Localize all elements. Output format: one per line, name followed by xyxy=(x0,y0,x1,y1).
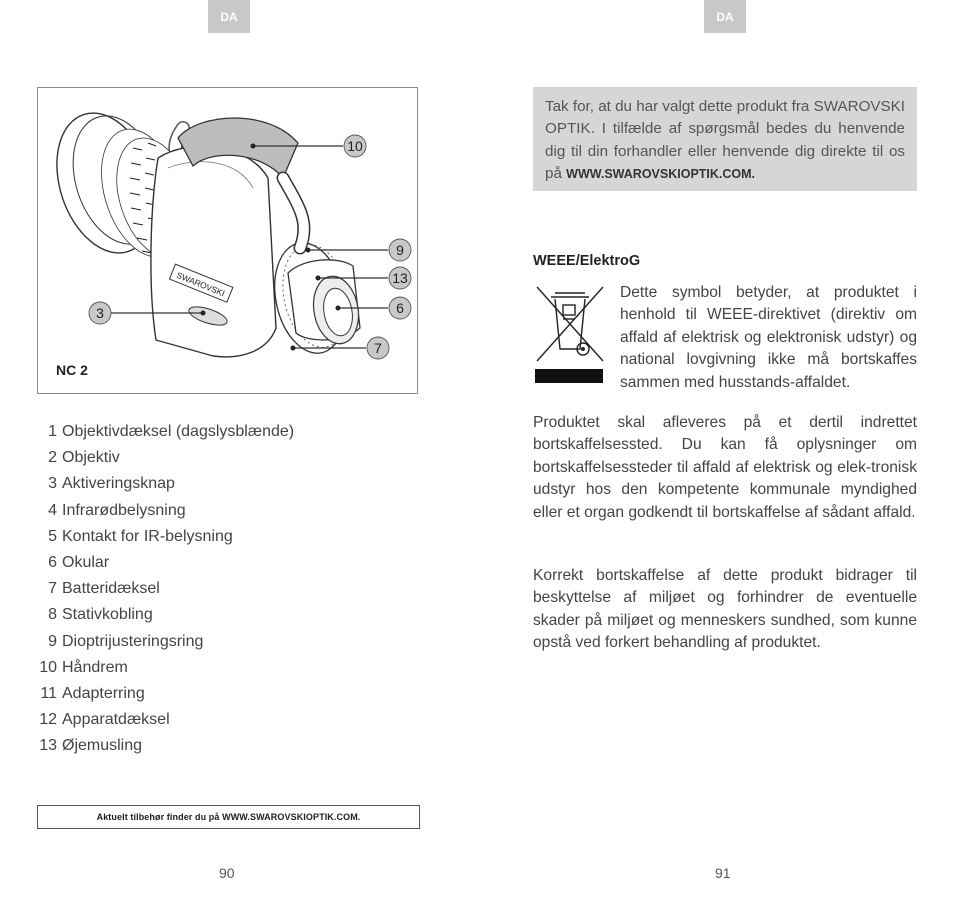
device-illustration-figure xyxy=(37,87,418,394)
weee-paragraph-1: Produktet skal afleveres på et dertil indrettet bortskaffelsessted. Du kan få oplysninger om bortskaffelsessteder til affald af elektrisk og elek-tronisk udstyr hos den kompetente kommunale myndighed eller et organ godkendt til bortskaffelse af sådant affald. xyxy=(533,414,917,521)
page-number-left: 90 xyxy=(219,865,235,881)
accessory-note-box: Aktuelt tilbehør finder du på WWW.SWAROVSKIOPTIK.COM. xyxy=(37,805,420,829)
callout-6: 6 xyxy=(396,300,404,316)
list-item: 7 Batteridæksel xyxy=(48,580,160,598)
callout-13: 13 xyxy=(392,270,408,286)
crossed-out-wheelie-bin-icon xyxy=(533,283,607,385)
list-item: 11 Adapterring xyxy=(40,684,145,702)
callout-9: 9 xyxy=(396,242,404,258)
list-item: 6 Okular xyxy=(48,553,110,571)
callout-3: 3 xyxy=(96,305,104,321)
list-item: 9 Dioptrijusteringsring xyxy=(48,632,204,650)
figure-caption: NC 2 xyxy=(56,362,88,378)
language-tab-left: DA xyxy=(208,0,250,33)
night-vision-device-illustration xyxy=(38,88,419,395)
list-item: 12 Apparatdæksel xyxy=(39,711,170,729)
callout-7: 7 xyxy=(374,340,382,356)
language-tab-right: DA xyxy=(704,0,746,33)
device-brand-label: SWAROVSKI xyxy=(175,269,227,299)
list-item: 13 Øjemusling xyxy=(39,737,143,755)
list-item: 5 Kontakt for IR-belysning xyxy=(48,527,233,545)
website-link[interactable]: WWW.SWAROVSKIOPTIK.COM. xyxy=(566,167,756,182)
list-item: 10 Håndrem xyxy=(39,658,128,676)
list-item: 2 Objektiv xyxy=(48,449,120,467)
thank-you-notice: Tak for, at du har valgt dette produkt fra SWAROVSKI OPTIK. I tilfælde af spørgsmål bedes du henvende dig til din forhandler eller henvende dig direkte til os på WWW.SWAROVSKIOPTIK.COM. xyxy=(533,87,917,191)
list-item: 8 Stativkobling xyxy=(48,606,153,624)
page-number-right: 91 xyxy=(715,865,731,881)
parts-list xyxy=(37,423,417,763)
list-item: 3 Aktiveringsknap xyxy=(48,475,175,493)
weee-intro-text: Dette symbol betyder, at produktet i henhold til WEEE-direktivet (direktiv om affald af elektrisk og elektronisk udstyr) og national lovgivning ikke må bortskaffes sammen med husstands-affaldet. xyxy=(620,284,917,391)
list-item: 1 Objektivdæksel (dagslysblænde) xyxy=(48,423,295,440)
callout-10: 10 xyxy=(347,138,363,154)
weee-paragraph-2: Korrekt bortskaffelse af dette produkt bidrager til beskyttelse af miljøet og forhindrer de eventuelle skader på miljøet og menneskers sundhed, som kunne opstå ved forkert behandling af produktet. xyxy=(533,567,917,652)
weee-heading: WEEE/ElektroG xyxy=(533,253,641,269)
list-item: 4 Infrarødbelysning xyxy=(48,501,186,519)
